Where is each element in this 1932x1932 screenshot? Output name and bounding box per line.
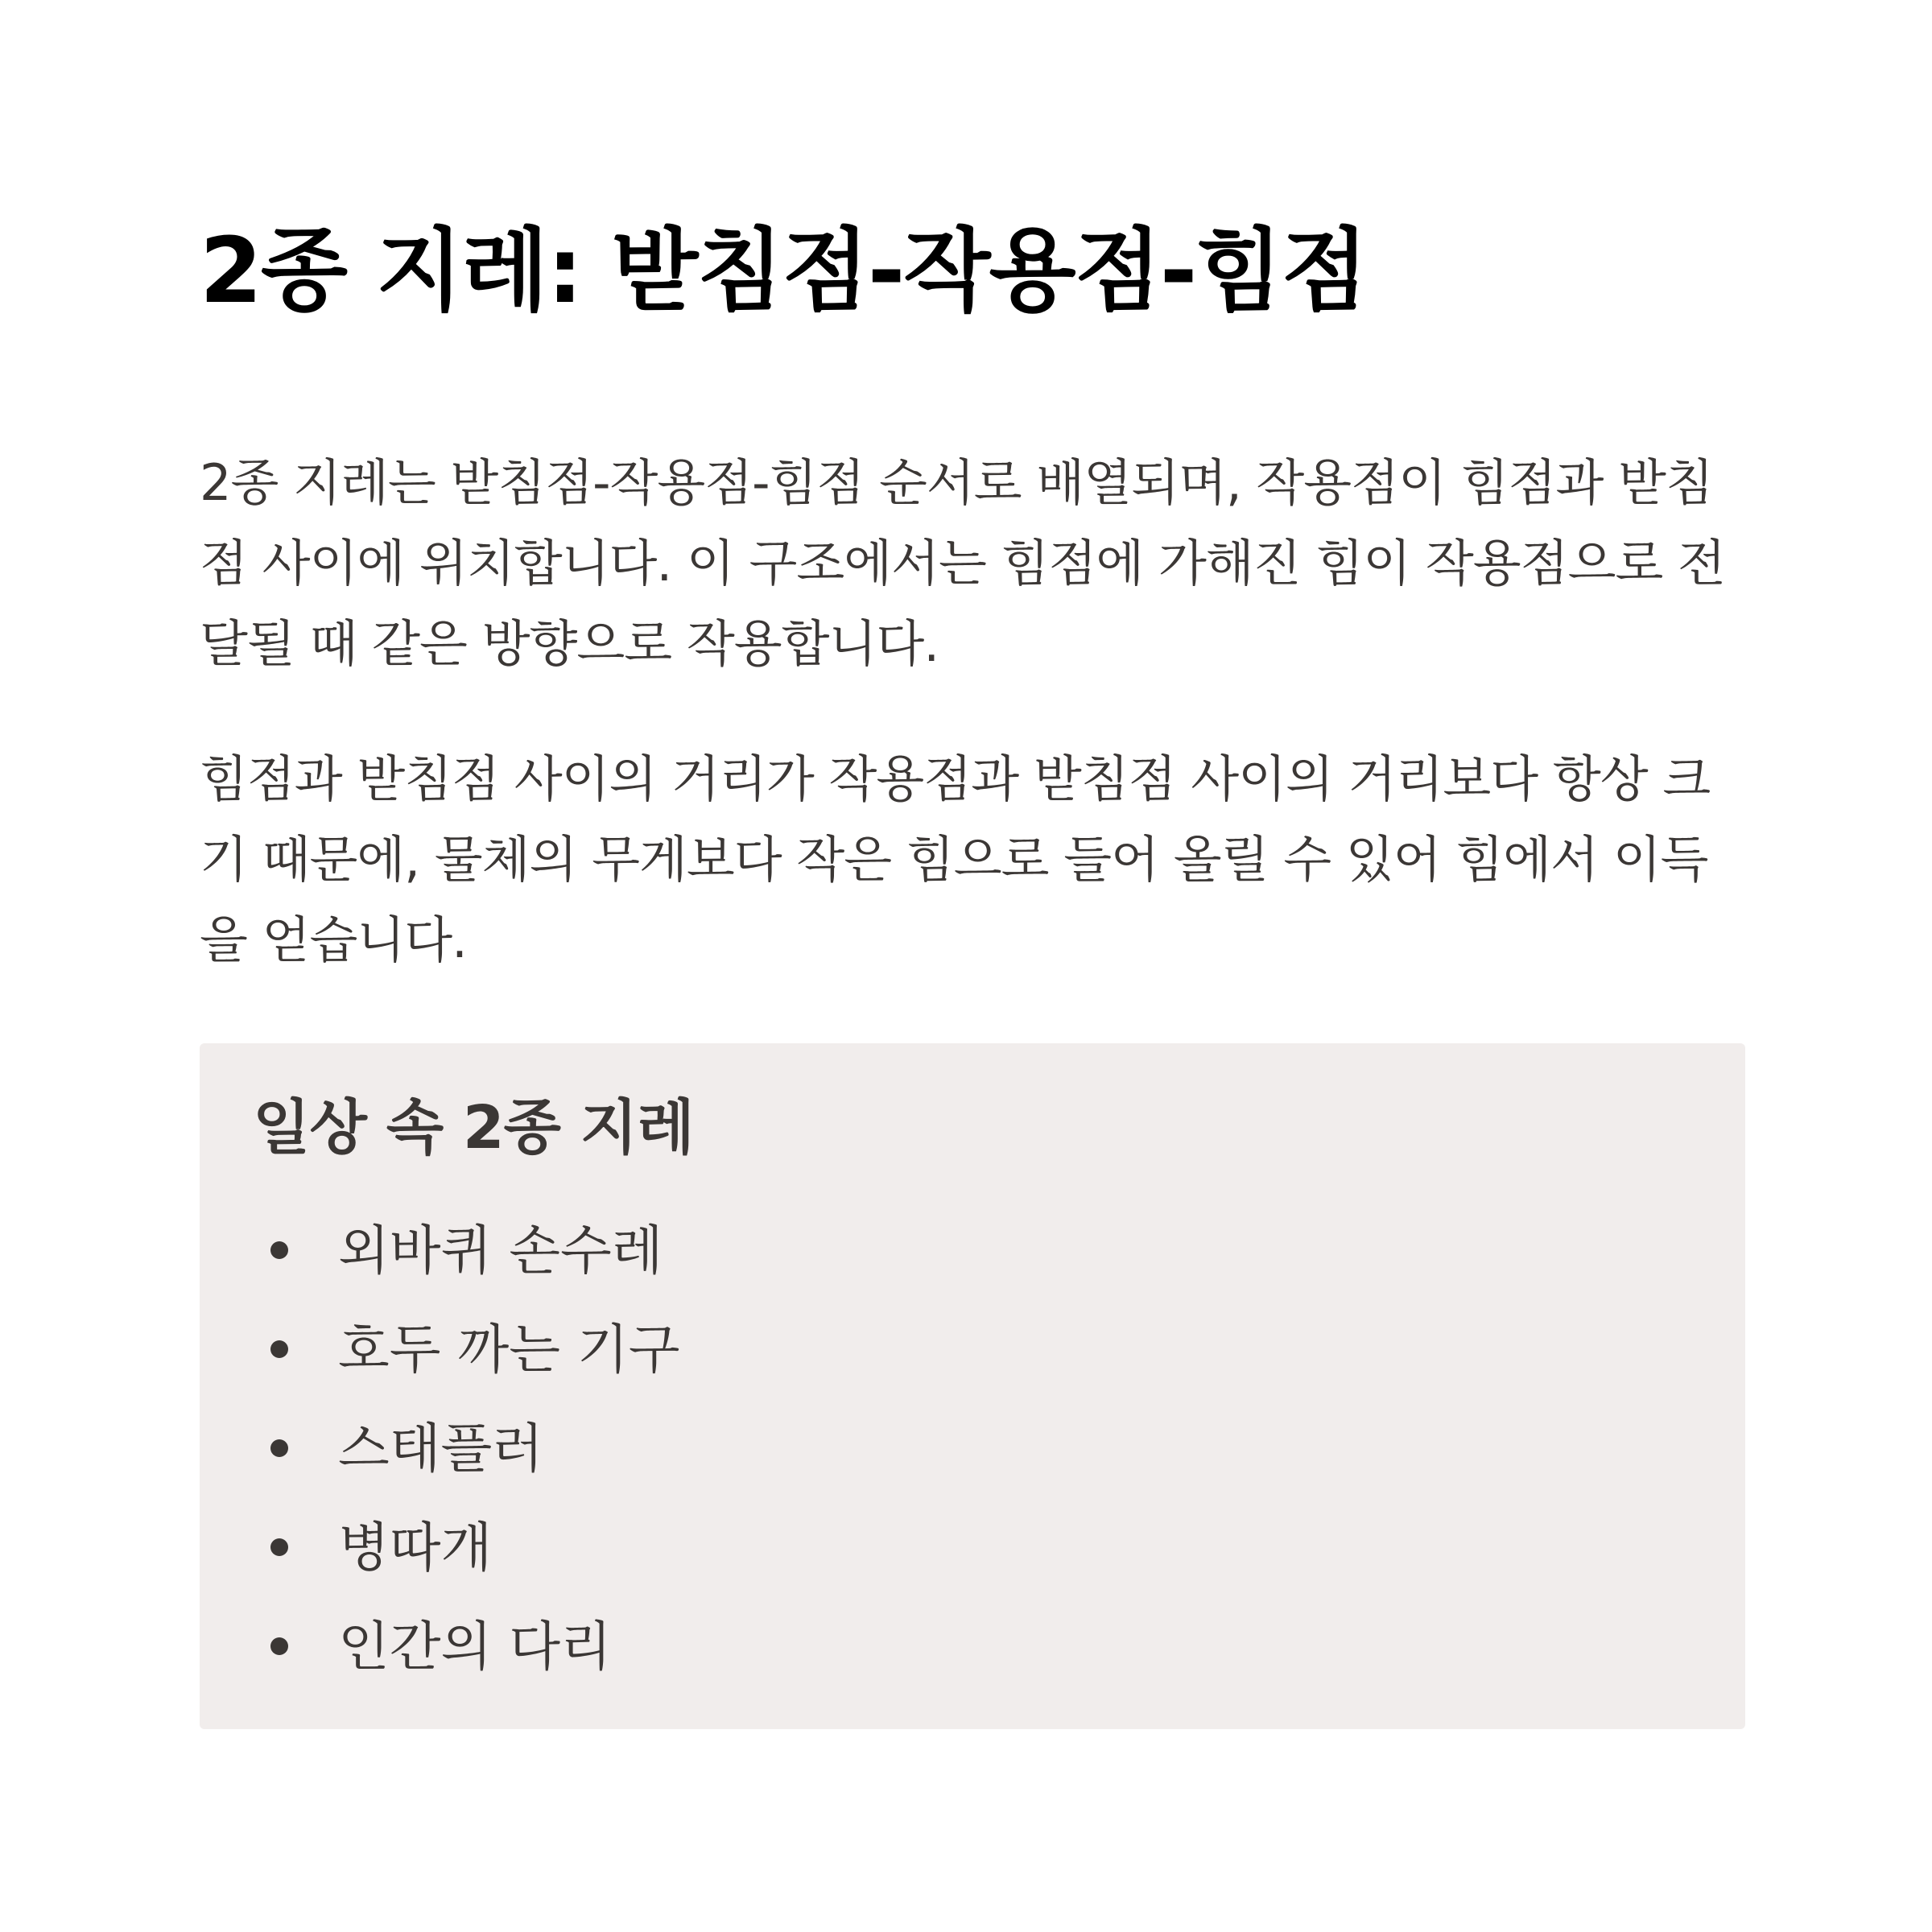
bullet-icon (270, 1439, 288, 1457)
paragraph-structure: 2종 지레는 받침점-작용점-힘점 순서로 배열되며, 작용점이 힘점과 받침점 사이에 위치합니다. 이 구조에서는 힘점에 가해진 힘이 작용점으로 전달될 때 같은 방향으로 작용합니다. (200, 453, 1725, 673)
page-title: 2종 지레: 받침점-작용점-힘점 (200, 219, 1367, 324)
bullet-icon (270, 1637, 288, 1655)
bullet-icon (270, 1538, 288, 1556)
paragraph-mechanical-advantage: 힘점과 받침점 사이의 거리가 작용점과 받침점 사이의 거리보다 항상 크기 때문에, 물체의 무게보다 작은 힘으로 들어 올릴 수 있어 힘에서 이득을 얻습니다. (200, 749, 1711, 969)
list-item-label: 외바퀴 손수레 (338, 1220, 663, 1282)
examples-callout-box (200, 1043, 1745, 1729)
list-item-label: 호두 까는 기구 (338, 1319, 680, 1381)
bullet-icon (270, 1241, 288, 1259)
callout-title: 일상 속 2종 지레 (253, 1093, 694, 1162)
list-item-label: 스태플러 (338, 1418, 544, 1480)
list-item-label: 인간의 다리 (338, 1616, 612, 1678)
bullet-icon (270, 1340, 288, 1358)
list-item-label: 병따개 (338, 1517, 493, 1579)
